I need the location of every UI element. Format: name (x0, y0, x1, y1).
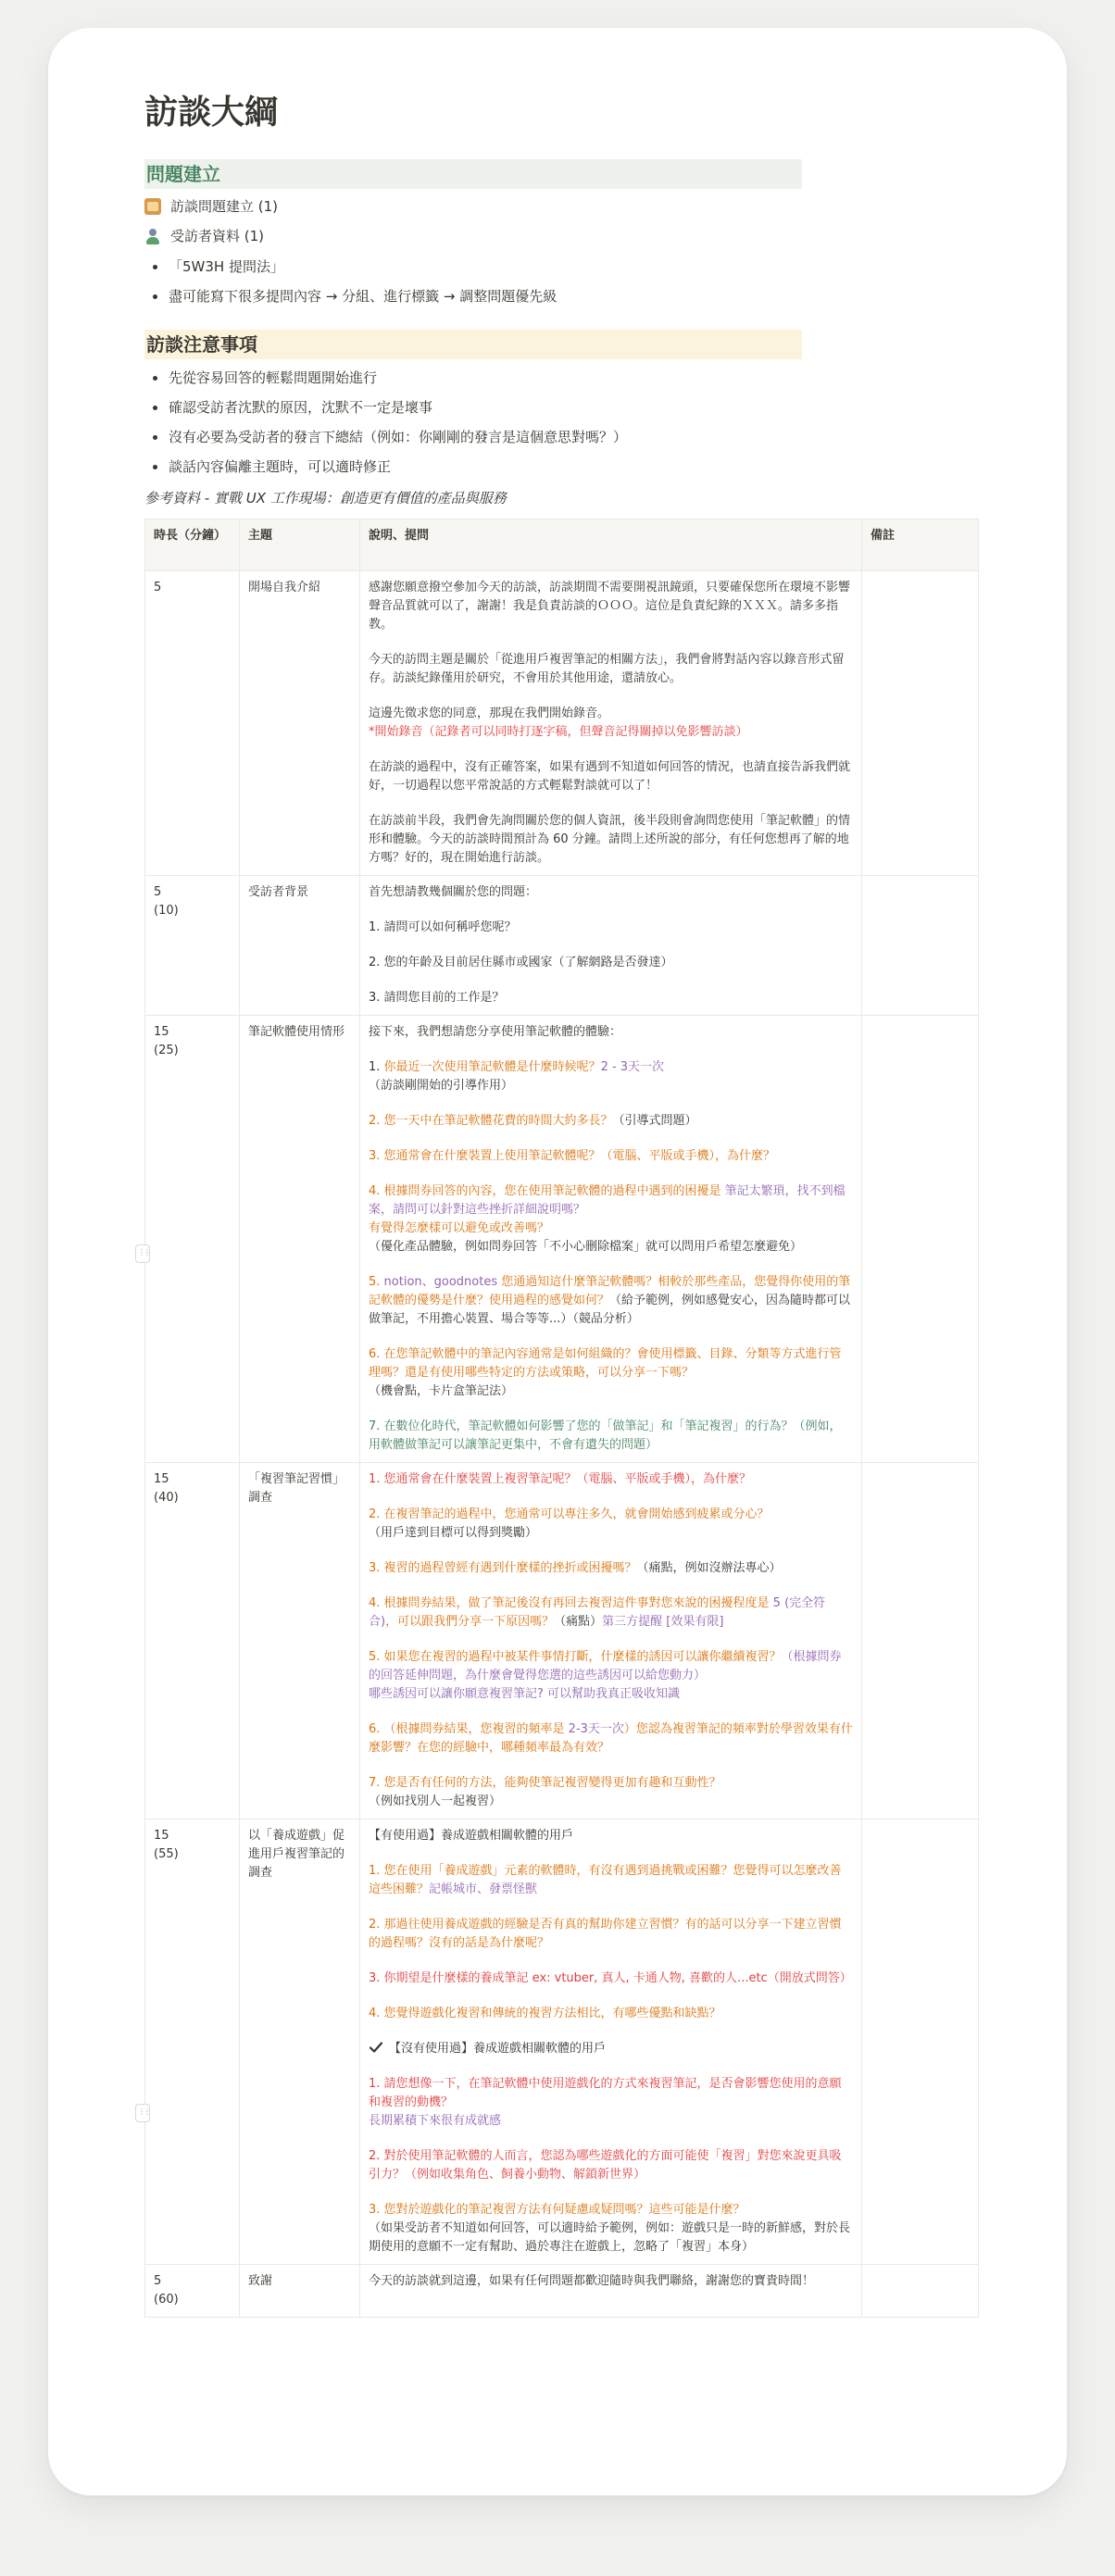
question-paragraph: 1. 請您想像一下，在筆記軟體中使用遊戲化的方式來複習筆記，是否會影響您使用的意願和複習的動機？ 長期累積下來很有成就感 (369, 2077, 842, 2128)
question-paragraph: 7. 您是否有任何的方法，能夠使筆記複習變得更加有趣和互動性？ （例如找別人一起複習） (369, 1776, 721, 1808)
cell-topic[interactable]: 致謝 (240, 2265, 360, 2318)
list-item: 確認受訪者沈默的原因，沈默不一定是壞事 (144, 393, 978, 422)
folder-icon (144, 198, 161, 215)
list-item: 盡可能寫下很多提問內容 → 分組、進行標籤 → 調整問題優先級 (144, 281, 978, 311)
checkmark-icon (369, 2040, 383, 2055)
question-paragraph: 在訪談前半段，我們會先詢問關於您的個人資訊，後半段則會詢問您使用「筆記軟體」的情形和體驗。今天的訪談時間預計為 60 分鐘。請問上述所說的部分，有任何您想再了解的地方嗎？好的，現在開始進行訪談。 (369, 814, 851, 865)
question-paragraph: 6. （根據問券結果，您複習的頻率是 2-3天一次）您認為複習筆記的頻率對於學習效果有什麼影響？在您的經驗中，哪種頻率最為有效？ (369, 1722, 853, 1755)
question-paragraph: 4. 根據問券結果，做了筆記後沒有再回去複習這件事對您來說的困擾程度是 5 (完全符合)，可以跟我們分享一下原因嗎？（痛點）第三方提醒 [效果有限] (369, 1596, 826, 1629)
list-item: 沒有必要為受訪者的發言下總結（例如：你剛剛的發言是這個意思對嗎？） (144, 422, 978, 452)
page-link-interviewee-info[interactable] (144, 224, 978, 248)
table-row (145, 1016, 979, 1463)
cell-notes[interactable] (862, 876, 979, 1016)
question-paragraph: 1. 你最近一次使用筆記軟體是什麼時候呢？2 - 3天一次 （訪談剛開始的引導作用） (369, 1060, 665, 1093)
question-paragraph: 7. 在數位化時代，筆記軟體如何影響了您的「做筆記」和「筆記複習」的行為？（例如，用軟體做筆記可以讓筆記更集中，不會有遺失的問題） (369, 1419, 842, 1452)
cell-questions[interactable] (360, 571, 862, 876)
cell-topic[interactable]: 筆記軟體使用情形 (240, 1016, 360, 1463)
page-link-label: 受訪者資料 (1) (170, 228, 265, 244)
bullet-list-question-building (144, 252, 978, 311)
column-header-duration[interactable]: 時長（分鐘） (145, 519, 240, 571)
reference-note: 參考資料 - 實戰 UX 工作現場：創造更有價值的產品與服務 (144, 490, 507, 506)
cell-topic[interactable]: 以「養成遊戲」促進用戶複習筆記的調查 (240, 1819, 360, 2265)
page-title: 訪談大綱 (144, 94, 279, 131)
question-paragraph: 5. 如果您在複習的過程中被某件事情打斷，什麼樣的誘因可以讓你繼續複習？（根據問券的回答延伸問題，為什麼會覺得您選的這些誘因可以給您動力） 哪些誘因可以讓你願意複習筆記? 可以幫助我真正吸收知識 (369, 1650, 842, 1701)
cell-topic[interactable]: 受訪者背景 (240, 876, 360, 1016)
cell-duration[interactable]: 5 (10) (145, 876, 240, 1016)
drag-handle-icon[interactable] (135, 2104, 150, 2122)
table-row (145, 1819, 979, 2265)
cell-notes[interactable] (862, 1016, 979, 1463)
question-paragraph: 這邊先徵求您的同意，那現在我們開始錄音。 *開始錄音（記錄者可以同時打逐字稿，但聲音記得關掉以免影響訪談） (369, 707, 748, 739)
cell-duration[interactable]: 5 (145, 571, 240, 876)
cell-questions[interactable] (360, 1016, 862, 1463)
question-paragraph: 1. 您在使用「養成遊戲」元素的軟體時，有沒有遇到過挑戰或困難？您覺得可以怎麼改善這些困難？記帳城市、發票怪獸 (369, 1864, 842, 1896)
question-paragraph: 3. 複習的過程曾經有遇到什麼樣的挫折或困擾嗎？（痛點，例如沒辦法專心） (369, 1561, 782, 1575)
section-heading-interview-notes: 訪談注意事項 (144, 330, 802, 359)
question-paragraph: 接下來，我們想請您分享使用筆記軟體的體驗： (369, 1025, 622, 1039)
question-paragraph: 4. 您覺得遊戲化複習和傳統的複習方法相比，有哪些優點和缺點？ (369, 2007, 721, 2020)
question-paragraph: 2. 您的年齡及目前居住縣市或國家（了解網路是否發達） (369, 956, 673, 969)
cell-notes[interactable] (862, 1463, 979, 1819)
table-row (145, 571, 979, 876)
column-header-topic[interactable]: 主題 (240, 519, 360, 571)
question-paragraph: 感謝您願意撥空參加今天的訪談，訪談期間不需要開視訊鏡頭，只要確保您所在環境不影響聲音品質就可以了，謝謝！我是負責訪談的ＯＯＯ。這位是負責紀錄的ＸＸＸ。請多多指教。 (369, 581, 851, 631)
page-link-label: 訪談問題建立 (1) (170, 198, 279, 215)
cell-duration[interactable]: 15 (55) (145, 1819, 240, 2265)
document (144, 89, 978, 2318)
interview-table (144, 519, 979, 2318)
question-paragraph: 3. 請問您目前的工作是？ (369, 991, 505, 1005)
cell-topic[interactable]: 「複習筆記習慣」調查 (240, 1463, 360, 1819)
drag-handle-icon[interactable] (135, 1244, 150, 1263)
cell-questions[interactable] (360, 1463, 862, 1819)
cell-duration[interactable]: 15 (40) (145, 1463, 240, 1819)
question-paragraph: 5. notion、goodnotes 您通過知這什麼筆記軟體嗎？相較於那些產品，您覺得你使用的筆記軟體的優勢是什麼？使用過程的感覺如何？（給予範例，例如感覺安心，因為隨時都可以做筆記，不用擔心裝置、場合等等...）（競品分析） (369, 1275, 851, 1326)
question-paragraph: 2. 您一天中在筆記軟體花費的時間大約多長？（引導式問題） (369, 1114, 697, 1128)
cell-notes[interactable] (862, 571, 979, 876)
page-link-interview-questions[interactable] (144, 194, 978, 219)
question-paragraph: 1. 您通常會在什麼裝置上複習筆記呢？（電腦、平版或手機），為什麼？ (369, 1472, 752, 1486)
question-paragraph: 4. 根據問券回答的內容，您在使用筆記軟體的過程中遇到的困擾是 筆記太繁瑣，找不到檔案，請問可以針對這些挫折詳細說明嗎？ 有覺得怎麼樣可以避免或改善嗎？ （優化產品體驗，例如問券回答「不小心刪除檔案」就可以問用戶希望怎麼避免） (369, 1184, 846, 1254)
table-body (145, 571, 979, 2318)
table-row (145, 2265, 979, 2318)
list-item: 「5W3H 提問法」 (144, 252, 978, 281)
list-item: 談話內容偏離主題時，可以適時修正 (144, 452, 978, 481)
cell-questions[interactable] (360, 1819, 862, 2265)
cell-questions[interactable] (360, 2265, 862, 2318)
list-item: 先從容易回答的輕鬆問題開始進行 (144, 363, 978, 393)
cell-notes[interactable] (862, 2265, 979, 2318)
question-paragraph: 【有使用過】養成遊戲相關軟體的用戶 (369, 1829, 574, 1843)
question-paragraph: 1. 請問可以如何稱呼您呢？ (369, 920, 517, 934)
question-paragraph: 【沒有使用過】養成遊戲相關軟體的用戶 (369, 2040, 853, 2058)
question-paragraph: 2. 那過往使用養成遊戲的經驗是否有真的幫助你建立習慣？有的話可以分享一下建立習慣的過程嗎？沒有的話是為什麼呢？ (369, 1918, 842, 1950)
question-paragraph: 在訪談的過程中，沒有正確答案，如果有遇到不知道如何回答的情況，也請直接告訴我們就好，一切過程以您平常說話的方式輕鬆對談就可以了！ (369, 760, 851, 793)
cell-questions[interactable] (360, 876, 862, 1016)
question-paragraph: 3. 您通常會在什麼裝置上使用筆記軟體呢？（電腦、平版或手機），為什麼？ (369, 1149, 776, 1163)
table-row (145, 876, 979, 1016)
question-paragraph: 首先想請教幾個關於您的問題： (369, 885, 538, 899)
column-header-notes[interactable]: 備註 (862, 519, 979, 571)
question-paragraph: 2. 對於使用筆記軟體的人而言，您認為哪些遊戲化的方面可能使「複習」對您來說更具吸引力？（例如收集角色、飼養小動物、解鎖新世界） (369, 2149, 842, 2182)
cell-topic[interactable]: 開場自我介紹 (240, 571, 360, 876)
bullet-list-interview-notes (144, 363, 978, 481)
question-paragraph: 今天的訪談就到這邊，如果有任何問題都歡迎隨時與我們聯絡，謝謝您的寶貴時間！ (369, 2274, 815, 2288)
question-paragraph: 6. 在您筆記軟體中的筆記內容通常是如何組織的？會使用標籤、目錄、分類等方式進行管理嗎？還是有使用哪些特定的方法或策略，可以分享一下嗎？ （機會點，卡片盒筆記法） (369, 1347, 842, 1398)
question-paragraph: 3. 你期望是什麼樣的養成筆記 ex: vtuber, 真人, 卡通人物, 喜歡的人...etc（開放式問答） (369, 1971, 852, 1985)
column-header-questions[interactable]: 說明、提問 (360, 519, 862, 571)
question-paragraph: 今天的訪問主題是關於「從進用戶複習筆記的相關方法」，我們會將對話內容以錄音形式留存。訪談紀錄僅用於研究，不會用於其他用途，還請放心。 (369, 653, 845, 685)
table-header-row (145, 519, 979, 571)
cell-duration[interactable]: 5 (60) (145, 2265, 240, 2318)
cell-notes[interactable] (862, 1819, 979, 2265)
cell-duration[interactable]: 15 (25) (145, 1016, 240, 1463)
table-row (145, 1463, 979, 1819)
section-heading-question-building: 問題建立 (144, 159, 802, 189)
question-paragraph: 3. 您對於遊戲化的筆記複習方法有何疑慮或疑問嗎？這些可能是什麼？ （如果受訪者不知道如何回答，可以適時給予範例，例如：遊戲只是一時的新鮮感，對於長期使用的意願不一定有幫助、過於專注在遊戲上，忽略了「複習」本身） (369, 2203, 851, 2254)
user-icon (144, 228, 161, 244)
question-paragraph: 2. 在複習筆記的過程中，您通常可以專注多久，就會開始感到疲累或分心？ （用戶達到目標可以得到獎勵） (369, 1507, 770, 1540)
